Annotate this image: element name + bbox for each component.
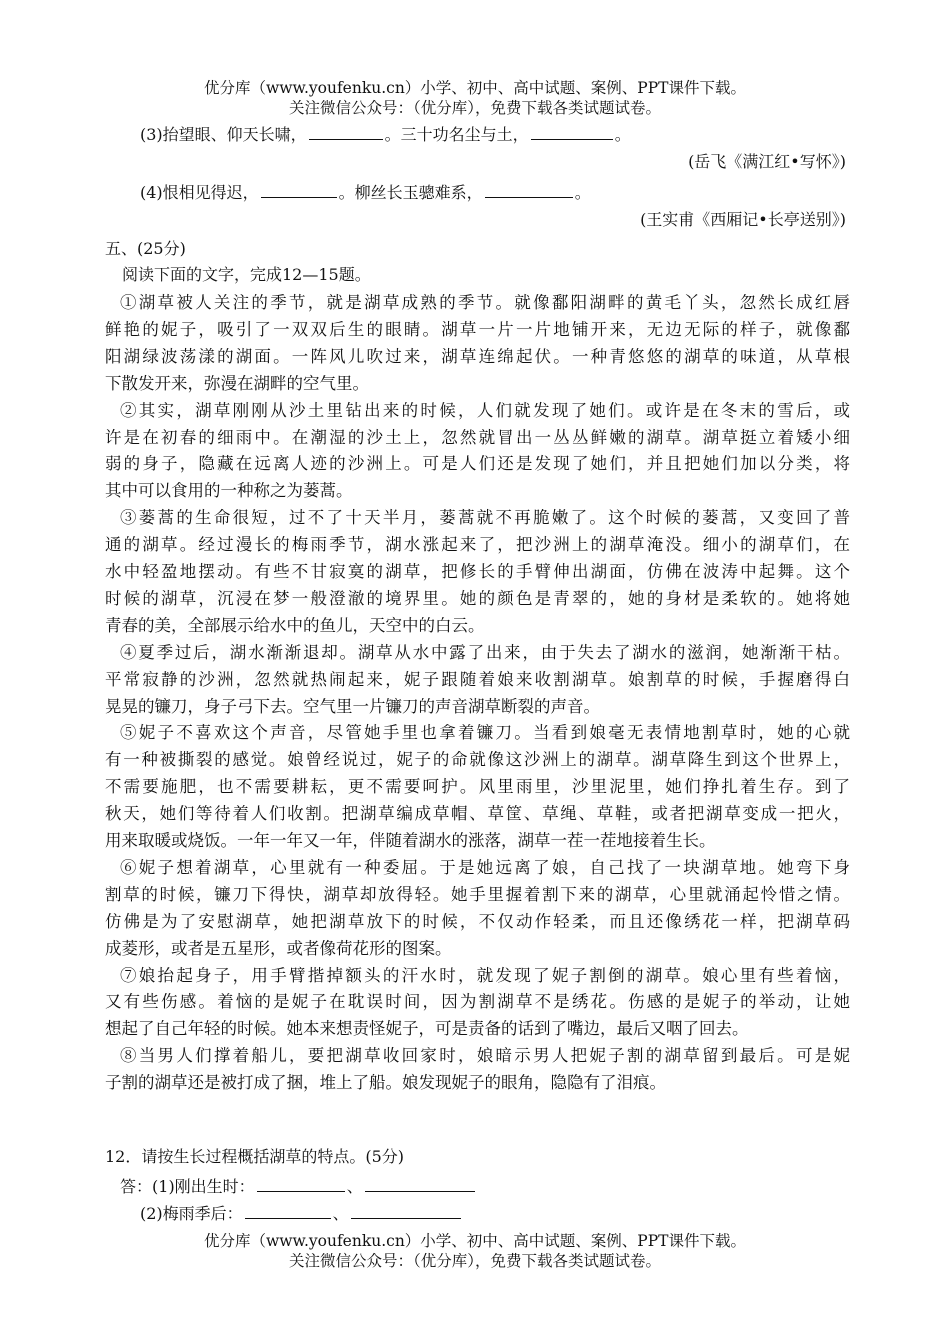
- passage-line: 鲜艳的妮子，吸引了一双双后生的眼睛。湖草一片一片地铺开来，无边无际的样子，就像鄱: [105, 319, 850, 339]
- passage-line: 许是在初春的细雨中。在潮湿的沙土上，忽然就冒出一丛丛鲜嫩的湖草。湖草挺立着矮小细: [105, 427, 850, 447]
- passage-line: 平常寂静的沙洲，忽然就热闹起来，妮子跟随着娘来收割湖草。娘割草的时候，手握磨得白: [105, 669, 850, 689]
- q12-answer-line-1: [120, 1176, 477, 1198]
- passage-line: 青春的美，全部展示给水中的鱼儿，天空中的白云。: [105, 615, 485, 635]
- poem-3-source: (岳飞《满江红•写怀》): [688, 152, 846, 171]
- passage-line: ④夏季过后，湖水渐渐退却。湖草从水中露了出来，由于失去了湖水的滋润，她渐渐干枯。: [120, 642, 850, 662]
- passage-line: 有一种被撕裂的感觉。娘曾经说过，妮子的命就像这沙洲上的湖草。湖草降生到这个世界上，: [105, 750, 850, 770]
- header-line-1: 优分库（www.youfenku.cn）小学、初中、高中试题、案例、PPT课件下载。: [203, 79, 747, 97]
- q12-item-1-blank-1[interactable]: [257, 1177, 345, 1192]
- q12-item-2-blank-1[interactable]: [245, 1204, 331, 1219]
- poem-4-end: 。: [574, 183, 591, 202]
- q12-item-2-blank-2[interactable]: [351, 1204, 461, 1219]
- passage-line: 弱的身子，隐藏在远离人迹的沙洲上。可是人们还是发现了她们，并且把她们加以分类，将: [105, 454, 850, 474]
- poem-4-mid: 。柳丝长玉骢难系，: [338, 183, 483, 202]
- poem-4-line: [140, 182, 591, 204]
- poem-4-label: (4)恨相见得迟，: [140, 183, 259, 202]
- q12-answer-prefix: 答：: [120, 1177, 153, 1196]
- q12-item-1-separator: 、: [346, 1177, 363, 1196]
- footer-line-2: 关注微信公众号：（优分库），免费下载各类试题试卷。: [288, 1252, 661, 1270]
- passage-line: 秋天，她们等待着人们收割。把湖草编成草帽、草筐、草绳、草鞋，或者把湖草变成一把火，: [105, 804, 850, 824]
- poem-3-mid: 。三十功名尘与土，: [384, 125, 529, 144]
- poem-3-end: 。: [614, 125, 631, 144]
- passage-line: 下散发开来，弥漫在湖畔的空气里。: [105, 373, 369, 393]
- passage-line: 不需要施肥，也不需要耕耘，更不需要呵护。风里雨里，沙里泥里，她们挣扎着生存。到了: [105, 777, 850, 797]
- passage-line: 其中可以食用的一种称之为蒌蒿。: [105, 481, 353, 501]
- q12-answer-line-2: [140, 1203, 463, 1225]
- passage-line: 子割的湖草还是被打成了捆，堆上了船。娘发现妮子的眼角，隐隐有了泪痕。: [105, 1073, 666, 1093]
- passage-line: 时候的湖草，沉浸在梦一般澄澈的境界里。她的颜色是青翠的，她的身材是柔软的。她将她: [105, 588, 850, 608]
- passage-line: ⑦娘抬起身子，用手臂揩掉额头的汗水时，就发现了妮子割倒的湖草。娘心里有些着恼，: [120, 965, 850, 985]
- passage-line: 又有些伤感。着恼的是妮子在耽误时间，因为割湖草不是绣花。伤感的是妮子的举动，让她: [105, 992, 850, 1012]
- passage-line: 晃晃的镰刀，身子弓下去。空气里一片镰刀的声音湖草断裂的声音。: [105, 696, 600, 716]
- poem-3-blank-1[interactable]: [309, 125, 383, 140]
- poem-3-blank-2[interactable]: [531, 125, 613, 140]
- section-instruction: 阅读下面的文字，完成12—15题。: [122, 265, 371, 284]
- passage-line: 成菱形，或者是五星形，或者像荷花形的图案。: [105, 938, 452, 958]
- passage-line: ⑥妮子想着湖草，心里就有一种委屈。于是她远离了娘，自己找了一块湖草地。她弯下身: [120, 857, 850, 877]
- passage-line: ⑧当男人们撑着船儿，要把湖草收回家时，娘暗示男人把妮子割的湖草留到最后。可是妮: [120, 1046, 850, 1066]
- section-title: 五、(25分): [105, 239, 186, 258]
- passage-line: 割草的时候，镰刀下得快，湖草却放得轻。她手里握着割下来的湖草，心里就涌起怜惜之情。: [105, 884, 850, 904]
- poem-4-blank-1[interactable]: [261, 183, 337, 198]
- passage-line: 仿佛是为了安慰湖草，她把湖草放下的时候，不仅动作轻柔，而且还像绣花一样，把湖草码: [105, 911, 850, 931]
- poem-3-label: (3)抬望眼、仰天长啸，: [140, 125, 307, 144]
- q12-item-2-label: (2)梅雨季后：: [140, 1204, 243, 1223]
- footer-line-1: 优分库（www.youfenku.cn）小学、初中、高中试题、案例、PPT课件下载。: [203, 1232, 747, 1250]
- passage-line: 想起了自己年轻的时候。她本来想责怪妮子，可是责备的话到了嘴边，最后又咽了回去。: [105, 1019, 749, 1039]
- passage-line: ③蒌蒿的生命很短，过不了十天半月，蒌蒿就不再脆嫩了。这个时候的蒌蒿，又变回了普: [120, 508, 850, 528]
- poem-4-source: (王实甫《西厢记•长亭送别》): [640, 210, 846, 229]
- passage-line: 用来取暖或烧饭。一年一年又一年，伴随着湖水的涨落，湖草一茬一茬地接着生长。: [105, 831, 716, 850]
- passage-line: ②其实，湖草刚刚从沙土里钻出来的时候，人们就发现了她们。或许是在冬末的雪后，或: [120, 400, 850, 420]
- poem-4-blank-2[interactable]: [485, 183, 573, 198]
- passage-line: 水中轻盈地摆动。有些不甘寂寞的湖草，把修长的手臂伸出湖面，仿佛在波涛中起舞。这个: [105, 562, 850, 581]
- passage-line: ①湖草被人关注的季节，就是湖草成熟的季节。就像鄱阳湖畔的黄毛丫头，忽然长成红唇: [120, 293, 850, 312]
- question-12: 12．请按生长过程概括湖草的特点。(5分): [105, 1147, 405, 1166]
- q12-item-2-separator: 、: [332, 1204, 349, 1223]
- passage-line: 通的湖草。经过漫长的梅雨季节，湖水涨起来了，把沙洲上的湖草淹没。细小的湖草们，在: [105, 535, 850, 555]
- header-line-2: 关注微信公众号：（优分库），免费下载各类试题试卷。: [288, 99, 661, 117]
- passage-line: 阳湖绿波荡漾的湖面。一阵风儿吹过来，湖草连绵起伏。一种青悠悠的湖草的味道，从草根: [105, 346, 850, 366]
- q12-item-1-label: (1)刚出生时：: [152, 1177, 255, 1196]
- passage-line: ⑤妮子不喜欢这个声音，尽管她手里也拿着镰刀。当看到娘毫无表情地割草时，她的心就: [120, 723, 850, 743]
- q12-item-1-blank-2[interactable]: [365, 1177, 475, 1192]
- poem-3-line: [140, 124, 631, 146]
